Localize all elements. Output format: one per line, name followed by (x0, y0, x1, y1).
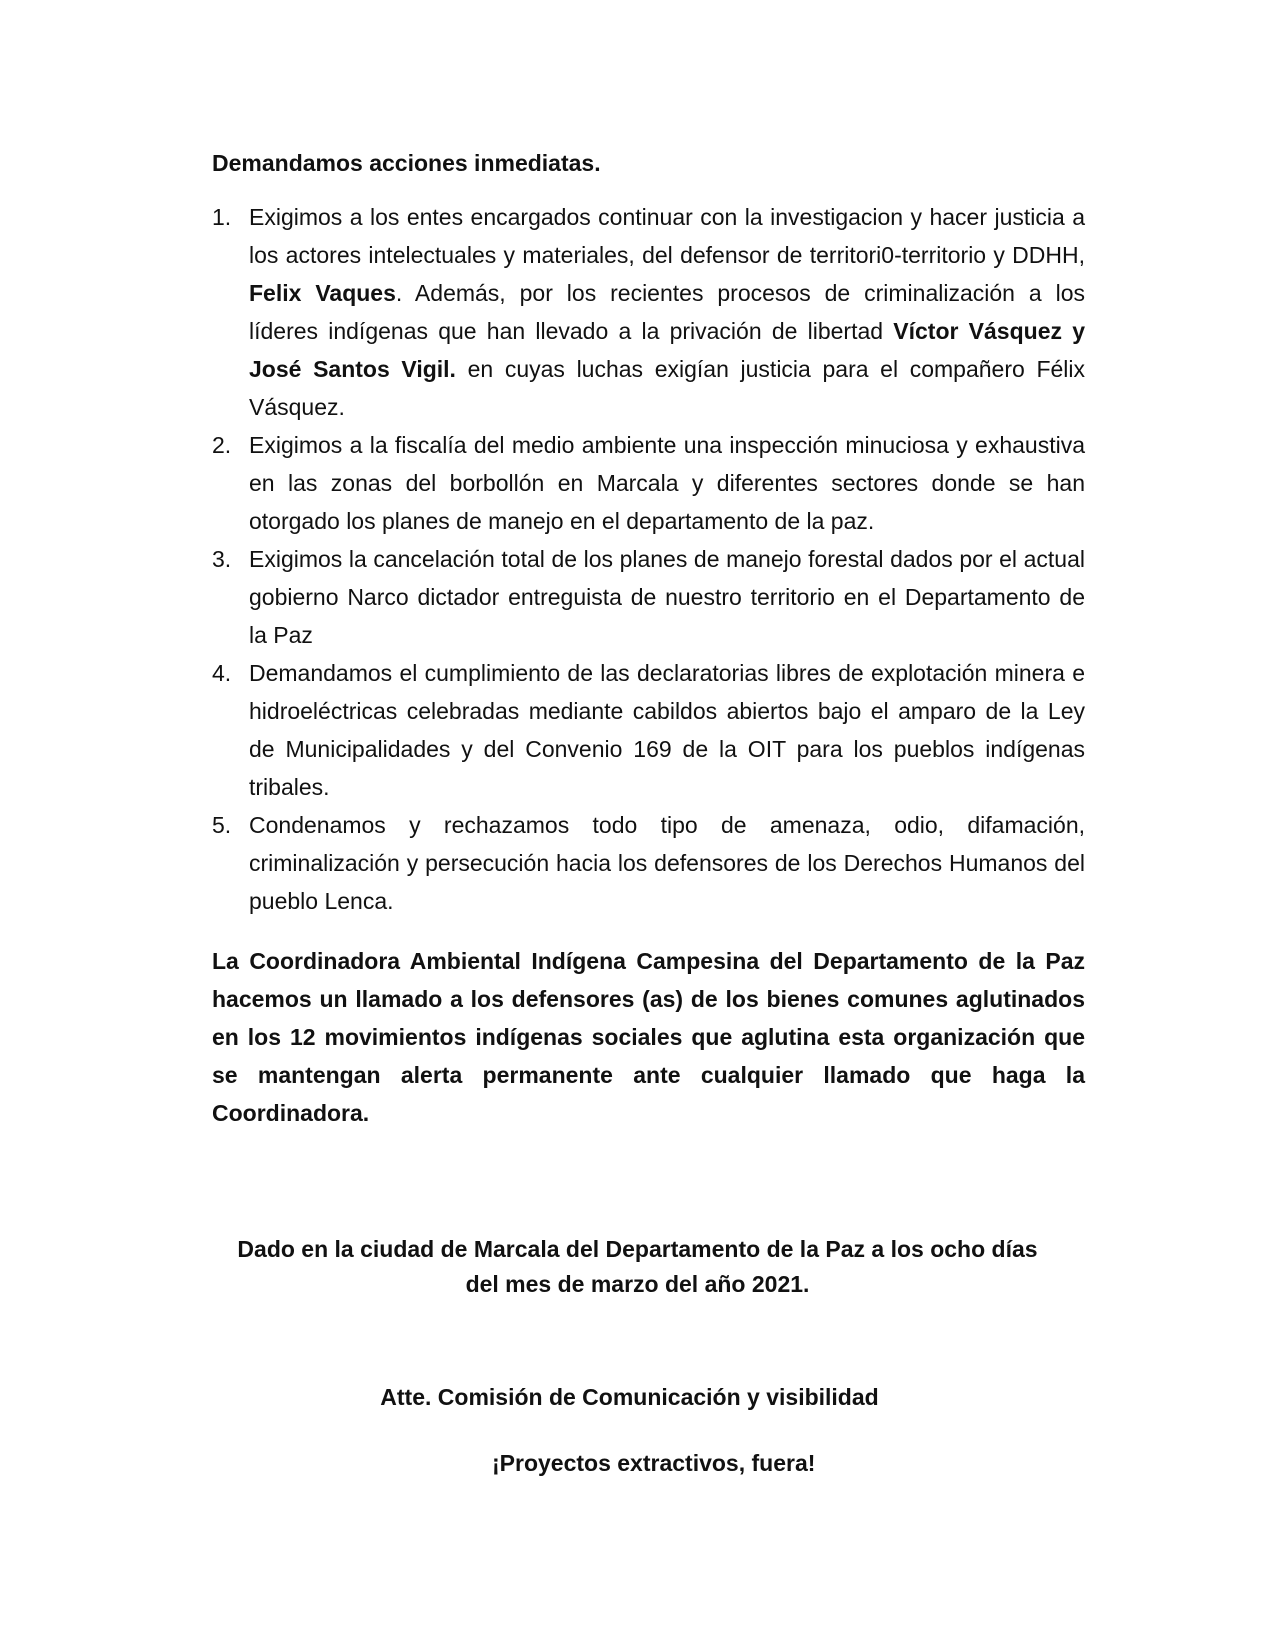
demand-text: en cuyas luchas exigían justicia para el compañero Félix Vásquez. (249, 356, 1085, 420)
date-line-2: del mes de marzo del año 2021. (465, 1271, 810, 1297)
demands-list (212, 198, 1085, 920)
detained-leaders-names: Víctor Vásquez y José Santos Vigil. (249, 318, 1085, 382)
demand-text: Exigimos a los entes encargados continuar con la investigacion y hacer justicia a los actores intelectuales y materiales, del defensor de territori0-territorio y DDHH, (249, 204, 1085, 268)
date-place-statement (150, 1232, 1125, 1302)
demand-text: Condenamos y rechazamos todo tipo de amenaza, odio, difamación, criminalización y persecución hacia los defensores de los Derechos Humanos del pueblo Lenca. (249, 812, 1085, 914)
section-heading: Demandamos acciones inmediatas. (212, 150, 601, 176)
demand-item-5 (212, 806, 1085, 920)
signature-line: Atte. Comisión de Comunicación y visibilidad (380, 1384, 879, 1410)
demand-text: Exigimos a la fiscalía del medio ambiente una inspección minuciosa y exhaustiva en las zonas del borbollón en Marcala y diferentes sectores donde se han otorgado los planes de manejo en el departamento de la paz. (249, 432, 1085, 534)
document-body (212, 146, 1085, 1132)
demand-text: Demandamos el cumplimiento de las declaratorias libres de explotación minera e hidroeléctricas celebradas mediante cabildos abiertos bajo el amparo de la Ley de Municipalidades y del Convenio 169 de la OIT para los pueblos indígenas tribales. (249, 660, 1085, 800)
demand-number: 3. (212, 546, 232, 572)
defender-name: Felix Vaques (249, 280, 396, 306)
demand-number: 2. (212, 432, 232, 458)
demand-text: Exigimos la cancelación total de los planes de manejo forestal dados por el actual gobierno Narco dictador entreguista de nuestro territorio en el Departamento de la Paz (249, 546, 1085, 648)
slogan: ¡Proyectos extractivos, fuera! (492, 1450, 816, 1476)
demand-item-4 (212, 654, 1085, 806)
closing-statement: La Coordinadora Ambiental Indígena Campesina del Departamento de la Paz hacemos un llamado a los defensores (as) de los bienes comunes aglutinados en los 12 movimientos indígenas sociales que aglutina esta organización que se mantengan alerta permanente ante cualquier llamado que haga la Coordinadora. (212, 948, 1085, 1126)
demand-number: 4. (212, 660, 232, 686)
demand-number: 5. (212, 812, 232, 838)
demand-number: 1. (212, 204, 232, 230)
date-line-1: Dado en la ciudad de Marcala del Departamento de la Paz a los ocho días (237, 1236, 1038, 1262)
demand-item-3 (212, 540, 1085, 654)
demand-item-1 (212, 198, 1085, 426)
demand-text: . Además, por los recientes procesos de criminalización a los líderes indígenas que han llevado a la privación de libertad (249, 280, 1085, 344)
demand-item-2 (212, 426, 1085, 540)
